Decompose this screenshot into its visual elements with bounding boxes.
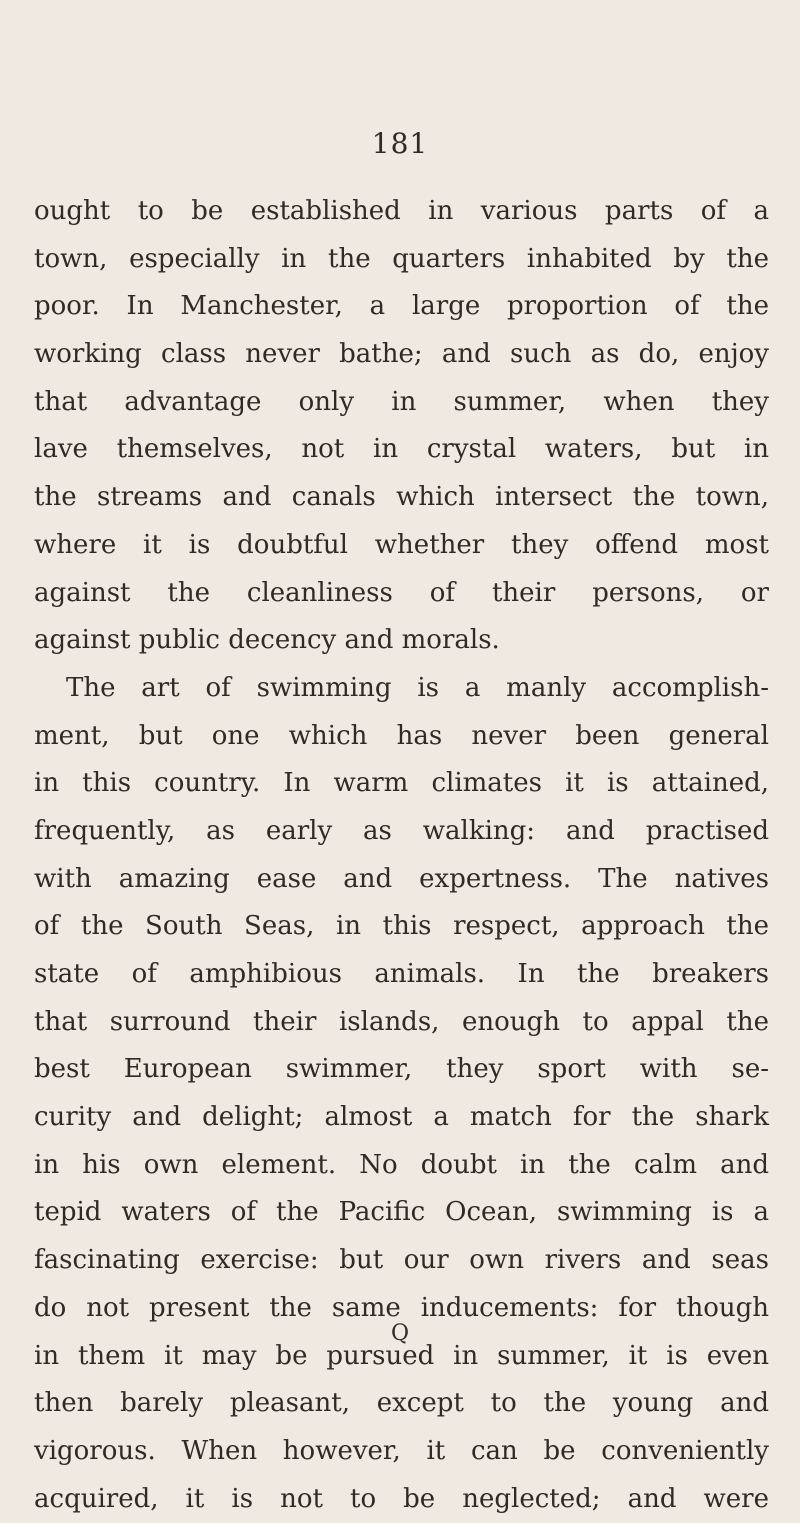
text-line: working class never bathe; and such as do, enjoy	[34, 339, 769, 370]
text-line: that advantage only in summer, when they	[34, 386, 769, 417]
text-line: tepid waters of the Pacific Ocean, swimming is a	[34, 1197, 769, 1228]
text-line: best European swimmer, they sport with se-	[34, 1054, 769, 1085]
text-line: frequently, as early as walking: and practised	[34, 815, 769, 846]
text-line: in this country. In warm climates it is attained,	[34, 768, 769, 799]
text-line: town, especially in the quarters inhabited by the	[34, 243, 769, 274]
paragraph-start-line: The art of swimming is a manly accomplish-	[66, 672, 769, 703]
page-number: 181	[371, 127, 429, 160]
text-line: then barely pleasant, except to the young and	[34, 1388, 769, 1419]
text-line: lave themselves, not in crystal waters, but in	[34, 434, 769, 465]
paragraph-end-line: against public decency and morals.	[34, 625, 500, 656]
text-line: fascinating exercise: but our own rivers and seas	[34, 1245, 769, 1276]
text-line: ment, but one which has never been general	[34, 720, 769, 751]
text-line: do not present the same inducements: for though	[34, 1292, 769, 1323]
text-line: that surround their islands, enough to appal the	[34, 1006, 769, 1037]
text-line: acquired, it is not to be neglected; and were	[34, 1483, 769, 1514]
text-line: where it is doubtful whether they offend most	[34, 529, 769, 560]
text-line: the streams and canals which intersect the town,	[34, 482, 769, 513]
text-line: state of amphibious animals. In the breakers	[34, 959, 769, 989]
text-line: curity and delight; almost a match for the shark	[34, 1102, 769, 1133]
text-line: of the South Seas, in this respect, approach the	[34, 911, 769, 942]
text-line: poor. In Manchester, a large proportion of the	[34, 291, 769, 322]
signature-mark: Q	[390, 1321, 410, 1346]
text-line: with amazing ease and expertness. The natives	[34, 863, 769, 894]
text-line: ought to be established in various parts of a	[34, 196, 769, 226]
text-line: in them it may be pursued in summer, it is even	[34, 1340, 769, 1371]
text-line: vigorous. When however, it can be conveniently	[34, 1435, 769, 1466]
text-line: against the cleanliness of their persons, or	[34, 577, 769, 608]
text-line: in his own element. No doubt in the calm and	[34, 1149, 769, 1180]
